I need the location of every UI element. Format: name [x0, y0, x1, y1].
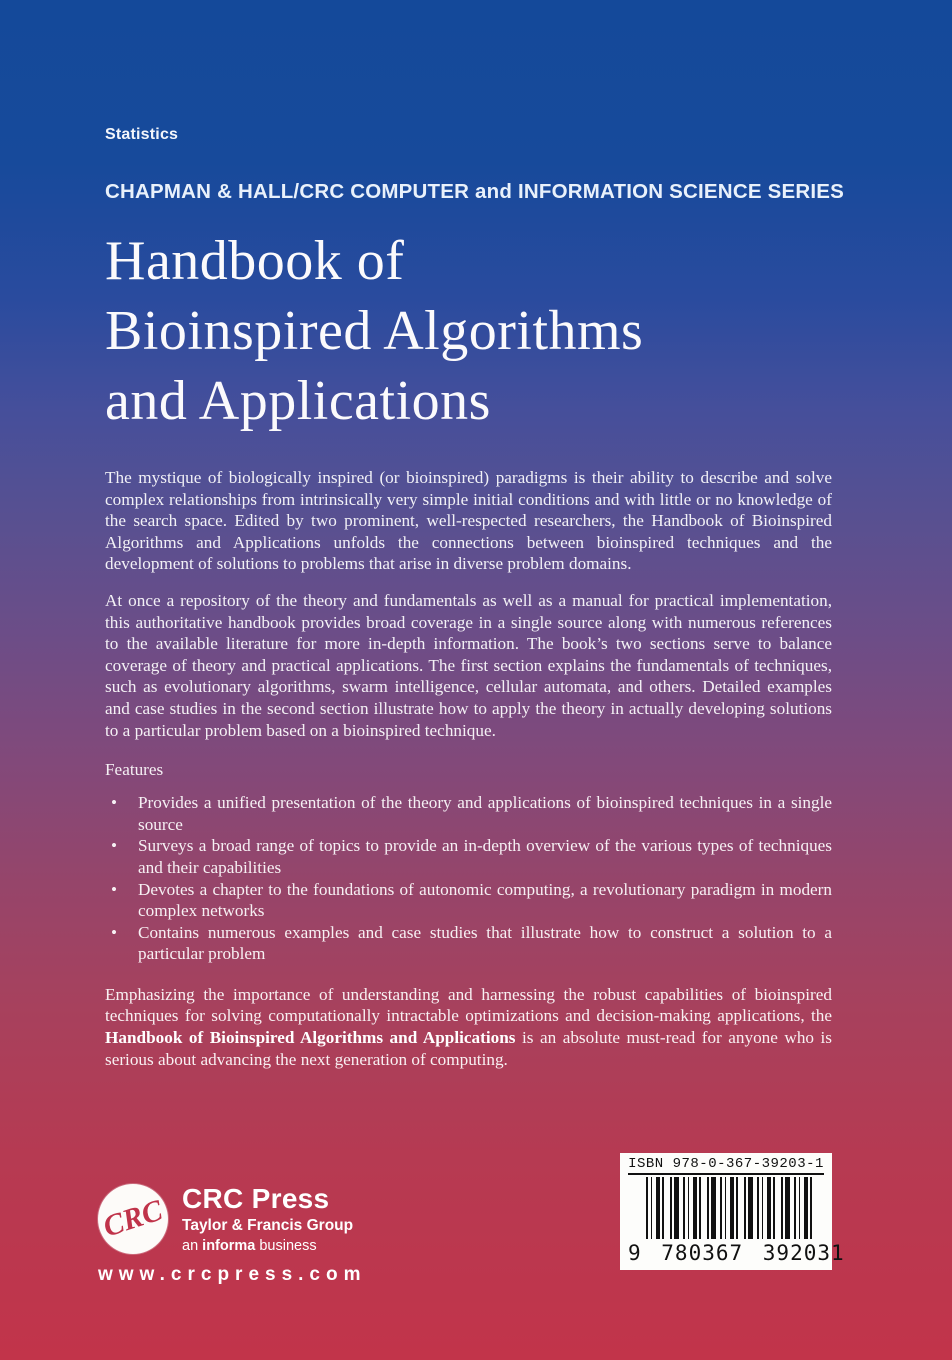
features-list — [105, 792, 832, 965]
book-title-line-1: Handbook of — [105, 230, 405, 292]
publisher-business — [182, 1238, 353, 1254]
feature-text: Devotes a chapter to the foundations of autonomic computing, a revolutionary paradigm in modern complex networks — [138, 879, 832, 921]
isbn-barcode — [620, 1153, 845, 1270]
description-paragraph-2: At once a repository of the theory and fundamentals as well as a manual for practical implementation, this authoritative handbook provides broad coverage in a single source along with numerous references to the available literature for more in-depth information. The book’s two sections serve to balance coverage of theory and practical applications. The first section explains the fundamentals of techniques, such as evolutionary algorithms, swarm intelligence, cellular automata, and others. Detailed examples and case studies in the second section illustrate how to apply the theory in actually developing solutions to a particular problem based on a bioinspired technique. — [105, 590, 832, 740]
list-item — [105, 879, 832, 922]
business-pre: an — [182, 1238, 203, 1254]
bullet-icon: • — [111, 922, 118, 942]
crc-monogram: CRC — [99, 1193, 167, 1244]
list-item — [105, 835, 832, 878]
bullet-icon: • — [111, 879, 118, 899]
description-paragraph-1: The mystique of biologically inspired (or bioinspired) paradigms is their ability to describe and solve complex relationships from intrinsically very simple initial conditions and with little or no knowledge of the search space. Edited by two prominent, well-respected researchers, the Handbook of Bioinspired Algorithms and Applications unfolds the connections between bioinspired techniques and the development of solutions to problems that arise in diverse problem domains. — [105, 468, 832, 574]
isbn-number: ISBN 978-0-367-39203-1 — [628, 1156, 824, 1175]
publisher-name: CRC Press — [182, 1183, 330, 1214]
book-title — [105, 226, 832, 436]
book-title-line-2: Bioinspired Algorithms — [105, 300, 644, 362]
barcode-bars — [646, 1177, 814, 1239]
ean-number: 9 780367 392031 — [628, 1241, 845, 1265]
publisher-group: Taylor & Francis Group — [182, 1217, 354, 1234]
feature-text: Contains numerous examples and case studies that illustrate how to construct a solution to a particular problem — [138, 922, 832, 964]
crc-logo-icon — [98, 1184, 168, 1254]
publisher-logo-row — [98, 1184, 366, 1254]
feature-text: Surveys a broad range of topics to provide an in-depth overview of the various types of techniques and their capabilities — [138, 836, 832, 877]
business-bold: informa — [202, 1238, 256, 1254]
bullet-icon: • — [111, 793, 118, 813]
back-cover — [105, 0, 844, 1085]
category-label: Statistics — [105, 126, 179, 143]
bullet-icon: • — [111, 836, 118, 856]
book-title-line-3: and Applications — [105, 370, 491, 432]
closing-text-post: is an absolute must-read for anyone who is serious about advancing the next generation of computing. — [105, 1028, 832, 1069]
list-item — [105, 922, 832, 965]
business-post: business — [255, 1238, 317, 1254]
closing-paragraph — [105, 984, 832, 1070]
publisher-text — [182, 1184, 353, 1254]
closing-text-bold-title: Handbook of Bioinspired Algorithms and Applications — [105, 1028, 516, 1048]
closing-text-pre: Emphasizing the importance of understanding and harnessing the robust capabilities of bioinspired techniques for solving computationally intractable optimizations and decision-making applications, the — [105, 984, 832, 1026]
series-title: CHAPMAN & HALL/CRC COMPUTER and INFORMATION SCIENCE SERIES — [105, 180, 844, 203]
features-heading: Features — [105, 760, 164, 780]
publisher-website: www.crcpress.com — [98, 1264, 367, 1285]
publisher-block — [98, 1184, 366, 1286]
feature-text: Provides a unified presentation of the theory and applications of bioinspired techniques in a single source — [138, 793, 832, 834]
list-item — [105, 792, 832, 835]
